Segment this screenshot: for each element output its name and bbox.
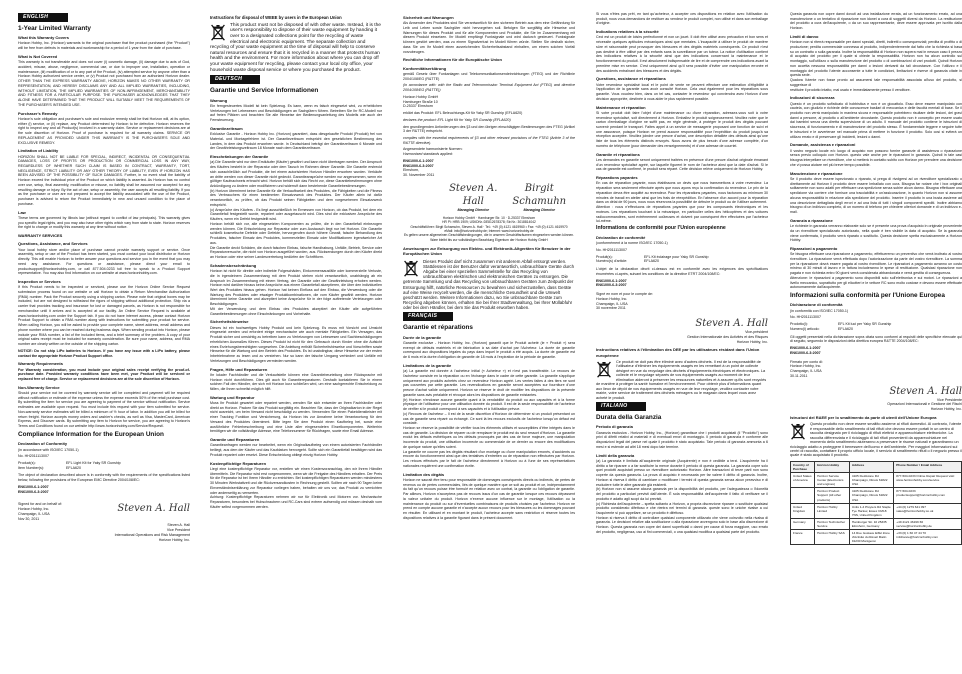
heading: Anweisungen zur Entsorgung von Elektro- und Elektronik-Altgeräten für Benutzer in der Europäischen Union xyxy=(403,246,571,257)
address-line: D-25337 Elmshorn xyxy=(403,104,433,109)
city: Champaign, IL USA xyxy=(790,369,822,374)
compliance-title: Compliance Information for the European Union xyxy=(18,430,164,438)
company: Horizon Hobby, Inc. xyxy=(18,507,50,512)
heading: Indications relatives à la sécurité xyxy=(596,29,659,35)
paragraph: (a) Die Garantie wird nur dem Erstkäufer (Käufer) gewährt und kann nicht übertragen werden. Der Anspruch des Käufers besteht in der Reparatur oder dem Tausch im Rahmen dieser Garantie. Die Garantie erstreckt sich ausschließlich auf Produkte, die bei einem autorisierten Horizon Händler erworben wurden. Verkäufe an dritte werden von dieser Garantie nicht gedeckt. Garantieansprüche werden nur angenommen, wenn ein gültiger Kaufnachweis erbracht wird. Horizon behält sich das Recht vor, diese Garantiebestimmungen ohne Ankündigung zu ändern oder modifizieren und widerruft dann bestehende Garantiebestimmungen. (b) Horizon übernimmt keine Garantie für die Verkaufbarkeit des Produktes, die Fähigkeiten und die Fitness des Verbrauchers für einen bestimmten Einsatzzweck des Produktes. Der Käufer allein ist dafür verantwortlich, zu prüfen, ob das Produkt seinen Fähigkeiten und dem vorgesehenen Einsatzzweck entspricht. (c) Ansprüche des Käufers - Es liegt ausschließlich im Ermessen von Horizon, ob das Produkt, bei dem ein Garantiefall festgestellt wurde, repariert oder ausgetauscht wird. Dies sind die exklusiven Ansprüche des Käufers, wenn ein Defekt festgestellt wird. Horizon behält sich vor, alle eingesetzten Komponenten zu prüfen, die in den Garantiefall einbezogen werden können. Die Entscheidung zur Reparatur oder zum Austausch liegt nur bei Horizon. Die Garantie schließt kosmetische Defekte oder Defekte, hervorgerufen durch höhere Gewalt, falsche Behandlung des Produktes, falscher Einsatz des Produktes, kommerziellen Einsatz oder Modifikationen irgendwelcher Art aus. Die Garantie deckt Schäden, die durch falschen Einbau, falsche Handhabung, Unfälle, Betrieb, Service oder Reparaturversuche, die nicht von Horizon ausgeführt wurden, aus. Rücksendungen durch den Käufer direkt an Horizon oder eine seiner Landesvertretung bedürfen der Schriftform. xyxy=(210,160,383,260)
heading: Non-Warranty Service xyxy=(18,384,60,390)
footer-line: HR Pi: HRB 1909; UStIDNr.:DE812678378; Str.Nr.: 3018814042 xyxy=(442,220,536,225)
signed-for: Signé en nom et pour le compte de: xyxy=(596,292,653,297)
heading: Questions, Assistance, and Services xyxy=(18,241,88,247)
paragraph: Muss Ihr Produkt gewartet oder repariert werden, wenden Sie sich entweder an Ihren Fachhändler oder direkt an Horizon. Packen Sie das Produkt sorgfältig ein. Beachten Sie, dass der Originalkarton in der Regel nicht ausreicht, um beim Versand nicht beschädigt zu werden. Verwenden Sie einen Paketdienstleister mit einer Tracking Funktion und Versicherung, da Horizon bis zur Annahme keine Verantwortung für den Versand des Produktes übernimmt. Bitte legen Sie dem Produkt einen Kaufbeleg bei, sowie eine ausführliche Fehlerbeschreibung und eine Liste aller eingesendeten Einzelkomponenten. Weiterhin benötigen wir die vollständige Adresse, eine Telefonnummer für Rückfragen, sowie eine Email Adresse. xyxy=(210,400,382,434)
paragraph: L'objet de la déclaration décrit ci-dessus est en conformité avec les exigences des spécifications énumérées ci-après, suivant les conditions de la directive ETRT 2004/108/EC: xyxy=(596,267,768,276)
heading: Limitation des dégâts xyxy=(403,471,445,477)
weee-text: Questo prodotto non deve essere smaltito assieme ai rifiuti domestici. Al contrario, l'utente è responsabile dello smaltimento di tali rifiuti che devono essere portati in un centro di raccolta designato per il riciclaggio di rifiuti elettrici e apparecchiature elettroniche. La raccolta differenziata e il riciclaggio di tali rifiuti provenienti da apparecchiature nel momento dello smaltimento aiuteranno a preservare le risorse naturali e garantiranno un riciclaggio adatto a proteggere il benessere dell'uomo e dell'ambiente. Per maggiori informazioni sui centri di raccolta, contattare il proprio ufficio locale, il servizio di smaltimento rifiuti o il negozio presso il quale è stato acquistato il prodotto. xyxy=(790,422,962,458)
heading: Sicherheitshinweise xyxy=(210,319,249,325)
column-francais-italiano xyxy=(596,12,768,664)
table-cell xyxy=(791,488,815,503)
date: Nov 30, 2011 xyxy=(18,516,40,521)
paragraph: (a) La garanzia è limitata all'acquirente originale (Acquirente) e non è cedibile a terzi. L'acquirente ha il diritto a far riparare o a far sostituire la merce durante il periodo di questa garanzia. La garanzia copre solo quei prodotti acquistati presso un rivenditore autorizzato Horizon. Altre transazioni di terze parti non sono coperte da questa garanzia. La prova di acquisto è necessaria per far valere il diritto di garanzia. Inoltre, Horizon si riserva il diritto di cambiare o modificare i termini di questa garanzia senza alcun preavviso e di escludere tutte le altre garanzie già esistenti. (b) Horizon non si assume alcuna garanzia per la disponibilità del prodotto, per l'adeguatezza o l'idoneità del prodotto a particolari previsti dall'utente. È sola responsabilità dell'acquirente il fatto di verificare se il prodotto è adatto agli scopi da lui previsti. (c) Richiesta dell'acquirente – spetta soltanto a Horizon, a propria discrezione riparare o sostituire qualsiasi prodotto considerato difettoso e che rientra nei termini di garanzia. queste sono le uniche rivalse a cui l'acquirente si può appellare, se un prodotto è difettoso. Horizon si riserva il diritto di controllare qualsiasi componente utilizzato che viene coinvolto nella rivalsa di garanzia. Le decisioni relative alla sostituzione o alla riparazione avvengono solo in base alla discrezione di Horizon. Questa garanzia non copre dei danni superficiali o danni per cause di forza maggiore, uso errato del prodotto, negligenza, uso ai fini commerciali, o una qualsiasi modifica a qualsiasi parte del prodotto. xyxy=(596,458,768,534)
section-title: Garantie et réparations xyxy=(403,324,473,332)
table-header: Address xyxy=(849,461,893,472)
paragraph: den grundlegenden Anforderungen des §3 und den übrigen einschlägigen Bestimmungen des FTEG (Artikel 3 der R&TTE) entspricht. xyxy=(403,124,575,134)
table-cell: United Kingdom xyxy=(791,503,815,518)
city: Champaign, IL USA xyxy=(596,301,628,306)
heading: Schadensbeschränkung xyxy=(210,262,257,268)
table-row xyxy=(791,503,962,518)
declaration-number: No. HH2011113007 xyxy=(18,454,49,459)
label: Product(s): xyxy=(18,460,36,465)
standard: EN61000-6-3:2007 xyxy=(790,350,821,355)
lang-band-deutsch: DEUTSCH xyxy=(210,75,260,84)
heading: Periodo di garanzia xyxy=(596,424,633,430)
company: Horizon Hobby, Inc. xyxy=(596,296,628,301)
table-cell: 877-504-0233 Online Repair Request visit: www.horizonhobby.com/service xyxy=(894,473,962,488)
paragraph: Garantieanfragen werden nur bearbeitet, wenn ein Originalkaufbeleg von einem autorisierten Fachhändler beiliegt, aus dem der Käufer und das Kaufdatum hervorgeht. Sollte sich ein Garantiefall bestätigen wird das Produkt repariert oder ersetzt. Diese Entscheidung obliegt einzig Horizon Hobby. xyxy=(210,443,382,457)
signed-for: Signed for and on behalf of: xyxy=(18,502,63,507)
signer-title: Gestion Internationale des Activités et des Risques xyxy=(687,335,768,339)
paragraph: The object of declaration described above is in conformity with the requirements of the specifications listed below, following the provisions of the European EMC Directive 2004/108/EC: xyxy=(18,473,190,483)
paragraph: Ihr lokaler Fachhändler und die Verkaufstelle können eine Garantiebeurteilung ohne Rücksprache mit Horizon nicht durchführen. Dies gilt auch für Garantiereparaturen. Deshalb kontaktieren Sie in einem solchen Fall den Händler, der sich mit Horizon kurz schließen wird, um eine sachgerechte Entscheidung zu fällen, die Ihnen schnellst möglich hilft. xyxy=(210,372,382,391)
table-row xyxy=(791,473,962,488)
declaration-number: No. HH2011113007 xyxy=(596,248,627,252)
table-cell: +49 4121 46199 66 service@horizonhobby.de xyxy=(894,518,962,529)
paragraph: Si vous n'êtes pas prêt, en tant qu'acheteur, à accepter ces dispositions en relation avec l'utilisation du produit, nous vous demandons de restituer au vendeur le produit complet, non utilisé et dans son emballage d'origine. xyxy=(596,12,768,26)
paragraph: Horizon ist nicht für direkte oder indirekte Folgeschäden, Einkommensausfälle oder kommerzielle Verluste, die in irgendeinem Zusammenhang mit dem Produkt stehen nicht verantwortlich, unabhängig ab ein Anspruch im Zusammenhang mit einem Vertrag, der Garantie oder der Gewährleistung erhoben werden. Horizon wird darüber hinaus keine Ansprüche aus einem Garantiefall akzeptieren, die über den individuellen Wert des Produktes hinaus gehen. Horizon hat keinen Einfluss auf den Einbau, die Verwendung oder die Wartung des Produktes oder etwaiger Produktkombinationen, die vom Käufer gewählt werden. Horizon übernimmt keine Garantie und akzeptiert keine Ansprüche für in der folge auftretende Verletzungen oder Beschädigungen. Mit der Verwendung und dem Einbau des Produktes akzeptiert der Käufer alle aufgeführten Garantiebestimmungen ohne Einschränkungen und Vorbehalte. xyxy=(210,269,382,316)
column-italiano xyxy=(790,12,962,664)
heading: Déclaration de conformité xyxy=(596,235,646,240)
signer-title: International Operations and Risk Management xyxy=(114,532,190,537)
paragraph: Questa garanzia non copre danni dovuti ad una installazione errata, ad un funzionamento errato, ad una manutenzione o un tentativo di riparazione non idonei a cura di soggetti diversi da Horizon. La restituzione del prodotto a cura dell'acquirente, o da un suo rappresentante, deve essere approvata per iscritto dalla Horizon. xyxy=(790,12,962,31)
heading: Réparations payantes xyxy=(596,175,638,181)
standard: EN61000-6-3:2007 xyxy=(403,163,434,168)
heading: Instructions for disposal of WEEE by users in the European Union xyxy=(210,15,342,20)
heading: Declaration of Conformity xyxy=(18,441,68,447)
table-cell: Horizon Hobby SAS xyxy=(815,529,850,544)
column-deutsch-francais xyxy=(403,12,575,664)
signature: Steven A. Hall xyxy=(117,503,190,515)
heading: Limitations de la garantie xyxy=(403,362,452,368)
paragraph: Se il prodotto deve essere ispezionato o riparato, si prega di rivolgersi ad un rivenditore specializzato o direttamente ad Horizon il prodotto deve essere Imballato con cura. Bisogna far notare che i box originali solitamente non sono adatti per effettuare una spedizione senza subire alcun danno. Bisogna effettuare una spedizione via corriere che fornisce una tracciabilità e un'assicurazione, in quanto Horizon non si assume alcuna responsabilità in relazione alla spedizione del prodotto. Inserire il prodotto in una busta assieme ad una descrizione dettagliata degli errori e ad una lista di tutti i singoli componenti spediti. Inoltre abbiamo bisogno di un indirizzo completo, di un numero di telefono per chiedere ulteriori domande e di un indirizzo e-mail. xyxy=(790,176,962,215)
signer-title: Vice Presidente xyxy=(936,397,962,402)
signer-title: Managing Director xyxy=(457,208,490,213)
paragraph: HORIZON SHALL NOT BE LIABLE FOR SPECIAL, INDIRECT, INCIDENTAL OR CONSEQUENTIAL DAMAGES, LOSS OF PROFITS OR PRODUCTION OR COMMERCIAL LOSS IN ANY WAY, REGARDLESS OF WHETHER SUCH CLAIM IS BASED IN CONTRACT, WARRANTY, TORT, NEGLIGENCE, STRICT LIABILITY OR ANY OTHER THEORY OF LIABILITY, EVEN IF HORIZON HAS BEEN ADVISED OF THE POSSIBILITY OF SUCH DAMAGES. Further, in no event shall the liability of Horizon exceed the individual price of the Product on which liability is asserted. As Horizon has no control over use, setup, final assembly, modification or misuse, no liability shall be assumed nor accepted for any resulting damage or injury. By the act of use, setup or assembly, the user accepts all resulting liability. If you as the purchaser or user are not prepared to accept the liability associated with the use of the Product, purchaser is advised to return the Product immediately in new and unused condition to the place of purchase. xyxy=(18,154,190,206)
table-cell: Germany xyxy=(791,518,815,529)
value: EFL Kit éclairage pour Yaky SR Gunship xyxy=(644,254,709,259)
heading: Domande, assistenza e riparazioni xyxy=(790,142,856,148)
crossed-bin-icon xyxy=(596,361,612,379)
signature: Steven A. Hall xyxy=(449,182,498,208)
label: Numero(i) articolo: xyxy=(790,326,820,331)
table-cell: Horizon Hobby Limited xyxy=(815,503,850,518)
value: EFL Kit luci per Yaky SR Gunship xyxy=(838,322,892,327)
lang-band-francais: FRANÇAIS xyxy=(403,312,453,321)
signer-title: Managing Director xyxy=(523,208,556,213)
paragraph: Horizon's sole obligation and purchaser's sole and exclusive remedy shall be that Horizon will, at its option, either (i) service, or (ii) replace, any Product determined by Horizon to be defective. Horizon reserves the right to inspect any and all Product(s) involved in a warranty claim. Service or replacement decisions are at the sole discretion of Horizon. Proof of purchase is required for all warranty claims. SERVICE OR REPLACEMENT AS PROVIDED UNDER THIS WARRANTY IS THE PURCHASER'S SOLE AND EXCLUSIVE REMEDY. xyxy=(18,116,190,145)
heading: Konformitätserklärung xyxy=(403,65,447,71)
paragraph: declares the product: EFL Light Kit for Yaky SR Gunship (EFLA620) xyxy=(403,117,511,122)
heading: Limitation of Liability xyxy=(18,148,59,154)
lang-band-english: ENGLISH xyxy=(18,13,68,22)
table-cell: Units 1-4 Ployters Rd Staple Tye Harlow, Essex CM18 7NS, United Kingdom xyxy=(849,503,893,518)
signer-title: Vice-président xyxy=(745,330,768,335)
heading: WARRANTY SERVICES xyxy=(18,233,63,239)
paragraph: Your local hobby store and/or place of purchase cannot provide warranty support or service. Once assembly, setup or use of the Product has been started, you must contact your local distributor or Horizon directly. This will enable Horizon to better answer your questions and service you in the event that you may need any assistance. For questions or assistance, please direct your email to productsupport@horizonhobby.com, or call 877.504.0233 toll free to speak to a Product Support representative. You may also find information on our website at www.horizonhobby.com. xyxy=(18,247,190,276)
paragraph: Horizon non si riterrà responsabile per danni speciali, diretti, indiretti o consequenziali; perdita di profitto o di produzione; perdita commerciale connessa al prodotto, indipendentemente dal fatto che la richiesta si basa su un contratto o sulla garanzia. Inoltre la responsabilità di Horizon non supera mai in nessun caso il prezzo di acquisto del prodotto per il quale si chiede la responsabilità. Horizon non ha alcun controllo sul montaggio, sull'utilizzo o sulla manutenzione del prodotto o di combinazioni di vari prodotti. Quindi Horizon non accetta nessuna responsabilità per danni o lesioni derivanti da tali circostanze. Con l'utilizzo e il montaggio del prodotto l'utente acconsente a tutte le condizioni, limitazioni e riserve di garanzia citate in questa sede. Qualora l'utente non fosse pronto ad assumersi tale responsabilità associata all'uso del prodotto, si suggerisce di restituire il prodotto intatto, mai usato e immediatamente presso il venditore. xyxy=(790,40,962,92)
standard: EN61000-6-1:2007 xyxy=(403,158,434,163)
heading: Law xyxy=(18,209,26,215)
table-cell: Horizon Technischer Service xyxy=(815,518,850,529)
paragraph: Votre revendeur spécialisé local et le point de vente ne peuvent effectuer une estimation d'éligibilité à l'application de la garantie sans avoir consulté Horizon. Cela vaut également pour les réparations sous garantie. Vous voudrez bien, dans un tel cas, contacter le revendeur qui conviendra avec Horizon d'une décision appropriée, destinée à vous aider le plus rapidement possible. xyxy=(596,82,768,101)
label: Numéro(s) d'article: xyxy=(596,259,628,264)
table-row xyxy=(791,488,962,503)
heading: Garanzia a riparazione xyxy=(790,217,833,223)
paragraph: Gli oggetti presentati nella dichiarazione sopra citata sono conformi ai requisiti delle specifiche elencate qui di seguito, seguendo le disposizioni della direttiva europea R&TTE 2004/108/EC: xyxy=(790,334,962,344)
heading: Riparazioni a pagamento xyxy=(790,245,838,251)
paragraph: Si votre produit doit faire l'objet d'une maintenance ou d'une réparation, adressez-vous soit à votre revendeur spécialisé, soit directement à Horizon. Emballez le produit soigneusement. Veuillez noter que le carton d'emballage d'origine ne suffit pas, en règle générale, à protéger le produit des dégâts pouvant survenir pendant le transport. Faites appel à un service de messagerie proposant une fonction de suivi et une assurance, puisque Horizon ne prend aucune responsabilité pour l'expédition du produit jusqu'à sa réception acceptée. Veuillez joindre une preuve d'achat, une description détaillée des défauts ainsi qu'une liste de tous les éléments distincts envoyés. Nous avons de plus besoin d'une adresse complète, d'un numéro de téléphone (pour demander des renseignements) et d'une adresse de courriel. xyxy=(596,110,768,148)
paragraph: For Warranty consideration, you must include your original sales receipt verifying the proof-of-purchase date. Provided warranty conditions have been met, your Product will be serviced or replaced free of charge. Service or replacement decisions are at the sole discretion of Horizon. xyxy=(18,367,190,381)
value: EFLA620 xyxy=(644,259,659,264)
paragraph: Should your service not be covered by warranty service will be completed and payment will be required without notification or estimate of the expense unless the expense exceeds 50% of the retail purchase cost. By submitting the item for service you are agreeing to payment of the service without notification. Service estimates are available upon request. You must include this request with your item submitted for service. Non-warranty service estimates will be billed a minimum of ½ hour of labor. In addition you will be billed for return freight. Horizon accepts money orders and cashier's checks, as well as Visa, MasterCard, American Express, and Discover cards. By submitting any item to Horizon for service, you are agreeing to Horizon's Terms and Conditions found on our website http://www.horizonhobby.com/Service/Request/. xyxy=(18,391,190,429)
table-row xyxy=(791,529,962,544)
footer-line: Horizon Hobby GmbH · Hamburger Str. 10 · D-25337 Elmshorn xyxy=(442,216,536,220)
paragraph: Exklusive Garantie - Horizon Hobby Inc. (Horizon) garantiert, dass diesgekaufte Produkt (Produkt) frei von Material- und Montagefehlern ist. Der Garantiezeitraum entspricht den gesetzlichen Bestimmung des Landes, in dem das Produkt erworben wurde. In Deutschland beträgt der Garantiezeitraum 6 Monate und der Gewährleistungszeitraum 18 Monate nach dem Garantiezeitraum. xyxy=(210,132,382,151)
signer-company: Horizon Hobby, Inc. xyxy=(158,537,190,542)
heading: Dichiarazione di conformità xyxy=(790,302,843,308)
table-cell: Horizon Product Support (All other products) xyxy=(815,488,850,503)
date: 30 novembre 2011 xyxy=(596,306,626,311)
paragraph: Les demandes en garantie seront uniquement traitées en présence d'une preuve d'achat originale émanant d'un revendeur spécialisé agréé, sur laquelle figurent le nom de l'acheteur ainsi que la date d'achat. Si le cas de garantie est confirmé, le produit sera réparé. Cette décision relève uniquement de Horizon Hobby. xyxy=(596,157,768,172)
table-header: Horizon Hobby xyxy=(815,461,850,472)
label: Prodotto(i): xyxy=(790,322,808,327)
column-english xyxy=(18,12,190,664)
lang-band-italiano: ITALIANO xyxy=(596,402,646,411)
standard: EN61000-6-1:2007 xyxy=(596,278,627,283)
heading: Garantiezeitraum xyxy=(210,125,243,131)
table-cell: +44 (0) 1279 641 097 sales@horizonhobby.co.uk xyxy=(894,503,962,518)
value: EFLA620 xyxy=(66,465,81,470)
crossed-bin-icon xyxy=(403,260,419,278)
table-cell: +33 (0) 1 60 47 44 70 infofrance@horizonhobby.com xyxy=(894,529,962,544)
table-cell: 4105 Fieldstone Rd Champaign, Illinois 61822 USA xyxy=(849,473,893,488)
footer-line: eMail: info@horizonhobby.de; Internet: www.horizonhobby.de xyxy=(444,229,534,234)
weee-text: Ce produit ne doit pas être éliminé avec d'autres déchets. Il est de la responsabilité de l'utilisateur d'éliminer les équipements usagés en les remettant à un point de collecte désigné en vue du recyclage des déchets d'équipements électriques et électroniques. La collecte et le recyclage séparés de vos équipements usagés au moment de leur élimination aideront à préserver les ressources naturelles et à assurer qu'ils sont recyclés de manière à protéger la santé humaine et l'environnement. Pour obtenir plus d'informations quant aux lieux de dépôt de vos équipements usagés en vue de leur recyclage, veuillez contacter votre mairie, votre service de traitement des déchets ménagers ou le magasin dans lequel vous avez acheté le produit. xyxy=(596,360,767,400)
paragraph: This warranty is not transferable and does not cover (i) cosmetic damage, (ii) damage due to acts of God, accident, misuse, abuse, negligence, commercial use, or due to improper use, installation, operation or maintenance, (iii) modification of or to any part of the Product, (iv) attempted service by anyone other than a Horizon Hobby authorized service center, or (v) Product not purchased from an authorized Horizon dealer. OTHER THAN THE EXPRESS WARRANTY ABOVE, HORIZON MAKES NO OTHER WARRANTY OR REPRESENTATION, AND HEREBY DISCLAIMS ANY AND ALL IMPLIED WARRANTIES, INCLUDING, WITHOUT LIMITATION, THE IMPLIED WARRANTIES OF NON-INFRINGEMENT, MERCHANTABILITY AND FITNESS FOR A PARTICULAR PURPOSE. THE PURCHASER ACKNOWLEDGES THAT THEY ALONE HAVE DETERMINED THAT THE PRODUCT WILL SUITABLY MEET THE REQUIREMENTS OF THE PURCHASER'S INTENDED USE. xyxy=(18,60,190,107)
heading: Kostenpflichtige Reparaturen xyxy=(210,460,267,466)
table-header: Phone Number / Email Address xyxy=(894,461,962,472)
heading: Indicazioni di sicurezza xyxy=(790,95,835,101)
heading: Maintenance et réparation xyxy=(596,104,646,110)
crossed-bin-icon xyxy=(790,423,806,441)
heading: Manutenzione e riparazione xyxy=(790,170,843,176)
date: 30. November 2011 xyxy=(403,173,435,178)
company: Horizon Hobby, Inc. xyxy=(790,364,822,369)
heading: Limiti della garanzia xyxy=(596,452,635,458)
paragraph: (in accordance with: with the Radio and Telecommission Terminal Equipment Act (FTEG) and directive 2004/108/EG (R&TTE)) xyxy=(403,83,575,93)
notice: NOTICE: Do not ship LiPo batteries to Horizon. If you have any issue with a LiPo battery, please contact the appropriate Horizon Product Support office. xyxy=(18,348,190,358)
heading: Wartung und Reparatur xyxy=(210,394,255,400)
subtitle: (in conformità con ISO/IEC 17050-1) xyxy=(790,308,849,313)
date: 30.11.2011 xyxy=(790,373,808,378)
standard: EN61000-6-3:2007 xyxy=(18,489,49,494)
paragraph: Horizon ne saurait être tenu pour responsable de dommages conséquents directs ou indirects, de pertes de revenus ou de pertes commerciales, liés de quelque manière que ce soit au produit et ce, indépendamment du fait qu'un recours puisse être formulé en relation avec un contrat, la garantie ou l'obligation de garantie. Par ailleurs, Horizon n'acceptera pas de recours issus d'un cas de garantie lorsque ces recours dépassent la valeur unitaire du produit. Horizon n'exerce aucune influence sur le montage, l'utilisation ou la maintenance du produit ou sur d'éventuelles combinaisons de produits choisies par l'acheteur. Horizon ne prend en compte aucune garantie et n'accepte aucun recours pour les blessures ou les dommages pouvant en résulter. En utilisant et en montant le produit, l'acheteur accepte sans restriction ni réserve toutes les dispositions relatives à la garantie figurant dans le présent document. xyxy=(403,477,575,520)
heading: Fragen, Hilfe und Reparaturen xyxy=(210,366,268,372)
paragraph: Dieses ist ein hochwertiges Hobby Produkt und kein Spielzeug. Es muss mit Vorsicht und Umsicht eingesetzt werden und erfordert einige mechanische wie auch mentale Fähigkeiten. Ein Versagen, das Produkt sicher und umsichtig zu betreiben kann zu Verletzungen von Lebewesen und Sachbeschädigungen erheblichen Ausmaßes führen. Dieses Produkt ist nicht für den Gebrauch durch Kinder ohne die Aufsicht eines Erziehungsberechtigten vorgesehen. Die Anleitung enthält Sicherheitshinweise und Vorschriften sowie Hinweise für die Wartung und den Betrieb des Produktes. Es ist unabdingbar, diese Hinweise vor der ersten Inbetriebnahme zu lesen und zu verstehen. Nur so kann der falsche Umgang verhindert und Unfälle mit Verletzungen und Beschädigungen vermieden werden. xyxy=(210,325,383,363)
paragraph: Als Anwender des Produktes sind Sie verantwortlich für den sicheren Betrieb aus dem eine Gefährdung für Leib und Leben sowie Sachgüter nicht hervorgehen soll. Befolgen Sie sorgfältig alle Hinweise und Warnungen für dieses Produkt und für alle Komponenten und Produkte, die Sie im Zusammenhang mit diesem Produkt einsetzen. Ihr Modell empfängt Funksignale und wird dadurch gesteuert. Funksignale können gestört werden, was zu einem Signalverlust im Modell führen würde. Stellen Sie deshalb sicher, dass Sie um Ihr Modell einen ausreichenden Sicherheitsabstand einhalten, um einem solchen Vorfall vorzubeugen. xyxy=(403,21,575,54)
label: Angewendete harmonisierte Normen: xyxy=(403,147,463,152)
section-title: Garantie und Service Informationen xyxy=(210,87,319,95)
heading: Purchaser's Remedy xyxy=(18,110,58,116)
paragraph: gemäß Gesetz über Funkanlagen und Telekommunikationsendeinrichtungen (FTEG) und der Richtlinie 2004/108/EG (R&TTE) xyxy=(403,71,575,81)
signed-for: Firmato per conto di: xyxy=(790,359,823,364)
paragraph: En cas de réparation payante, nous établissons un devis que nous transmettons à votre revendeur. La réparation sera seulement effectuée après que nous ayons reçu la confirmation du revendeur. Le prix de la réparation devra être acquitté au revendeur. Pour les réparations payantes, nous facturons au minimum 30 minutes de travail en atelier ainsi que les frais de réexpédition. En l'absence d'un accord pour la réparation dans un délai de 90 jours, nous nous réservons la possibilité de détruire le produit ou de l'utiliser autrement. Attention : nous n'effectuons de réparations payantes que pour les composants électroniques et les moteurs. Les réparations touchant à la mécanique, en particulier celles des hélicoptères et des voitures radiocommandées, sont extrêmement coûteuses et doivent par conséquent être effectuées par l'acheteur lui-même. xyxy=(596,181,768,224)
paragraph: Ein ferngesteuertes Modell ist kein Spielzeug. Es kann, wenn es falsch eingesetzt wird, zu erheblichen Verletzungen bei Lebewesen und Beschädigungen an Sachgütern führen. Betreiben Sie Ihr RC-Modell nur auf freien Plätzen und beachten Sie alle Hinweise der Bedienungsanleitung des Modells wie auch der Fernsteuerung. xyxy=(210,103,382,123)
address-line: Horizon Hobby GmbH xyxy=(403,94,439,99)
label: Produit(s): xyxy=(596,254,613,259)
heading: Instructions relatives à l'élimination des DEE par les utilisateurs résidant dans l'Union européenne xyxy=(596,347,760,358)
table-header: Country of Purchase xyxy=(791,461,815,472)
service-center-table xyxy=(790,461,962,545)
heading: Sicherheit und Warnungen xyxy=(403,15,454,20)
signer-company: Horizon Hobby, Inc. xyxy=(930,407,962,412)
label: Harmonised standards applied: xyxy=(403,152,453,157)
heading: What is Not Covered xyxy=(18,53,58,59)
standard: EN61000-6-1:2007 xyxy=(790,346,821,351)
heading: What this Warranty Covers xyxy=(18,35,69,41)
signer-name: Steven A. Hall xyxy=(167,523,190,528)
footer-line: Es gelten unsere allgemeinen Geschäftsbedingungen, die in unseren Geschäftsräumen eingesehen werden können. xyxy=(403,233,575,238)
table-cell: 4105 Fieldstone Rd Champaign, Illinois 61822 USA xyxy=(849,488,893,503)
paragraph: Liegt eine kostenpflichtige Reparatur vor, erstellen wir einen Kostenvoranschlag, den wir Ihrem Händler übermitteln. Die Reparatur wird erst vorgenommen, wenn wir die Freigabe des Händlers erhalten. Der Preis für die Reparatur ist bei Ihrem Händler zu entrichten. Bei kostenpflichtigen Reparaturen werden mindestens 30 Minuten Werkstattzeit und die Rückversandkosten in Rechnung gestellt. Sollten wir nach 90 Tagen keine Einverständniserklärung zur Reparatur vorliegen haben, behalten wir uns vor, das Produkt zu vernichten oder anderweitig zu verwerten. Achtung: Kostenpflichtige Reparaturen nehmen wir nur für Elektronik und Motoren vor. Mechanische Reparaturen, besonders bei Hubschraubern und RC-Cars sind extrem aufwendig und müssen deshalb vom Käufer selbst vorgenommen werden. xyxy=(210,466,382,509)
paragraph: (a) La garantie est donnée à l'acheteur initial (« Acheteur ») et n'est pas transférable. Le recours de l'acheteur consiste en la réparation ou en l'échange dans le cadre de cette garantie. La garantie s'applique uniquement aux produits achetés chez un revendeur Horizon agréé. Les ventes faites à des tiers ne sont pas couvertes par cette garantie. Les revendications en garantie seront acceptées sur fourniture d'une preuve d'achat valide uniquement. Horizon se réserve le droit de modifier les dispositions de la présente garantie sans avis préalable et révoque alors les dispositions de garantie existantes. (b) Horizon n'endosse aucune garantie quant à la vendabilité du produit ou aux capacités et à la forme physique de l'utilisateur pour une utilisation donnée du produit. Il est de la seule responsabilité de l'acheteur de vérifier si le produit correspond à ses capacités et à l'utilisation prévue. (c) Recours de l'acheteur – Il est de la seule discrétion d'Horizon de déterminer si un produit présentant un cas de garantie sera réparé ou échangé. Ce sont là les recours exclusifs de l'acheteur lorsqu'un défaut est constaté. Horizon se réserve la possibilité de vérifier tous les éléments utilisés et susceptibles d'être intégrés dans le cas de garantie. La décision de réparer ou de remplacer le produit est du seul ressort d'Horizon. La garantie exclut les défauts esthétiques ou les défauts provoqués par des cas de force majeure, une manipulation incorrecte du produit, une utilisation incorrecte ou commerciale de ce dernier ou encore des modifications de quelque nature qu'elles soient. La garantie ne couvre pas les dégâts résultant d'un montage ou d'une manipulation erronés, d'accidents ou encore du fonctionnement ainsi que des tentatives d'entretien ou de réparation non effectuées par Horizon. Les retours effectués par le fait de l'acheteur directement à Horizon ou à l'une de ses représentations nationales requièrent une confirmation écrite. xyxy=(403,369,575,468)
table-cell: Horizon Service Center (Electronics and engines) xyxy=(815,473,850,488)
warranty-title: 1-Year Limited Warranty xyxy=(18,24,91,32)
heading: Istruzioni del RAEE per lo smaltimento da parte di utenti dell'Unione Europea xyxy=(790,414,937,420)
heading: Inspection or Services xyxy=(18,278,61,284)
label: Item Number(s): xyxy=(18,465,44,470)
heading: Warnung xyxy=(210,97,228,103)
heading: Garantie et réparations xyxy=(596,151,640,157)
place: Elmshorn, xyxy=(403,168,420,173)
heading: Einschränkungen der Garantie xyxy=(210,154,269,160)
paragraph: Se bisogna effettuare una riparazione a pagamento, effettueremo un preventivo che verrà inoltrato al vostro rivenditore. La riparazione verrà effettuata dopo l'autorizzazione da parte del vostro rivenditore. La somma per la riparazione dovrà essere pagata al vostro rivenditore. Le riparazioni a pagamento avranno un costo minimo di 30 minuti di lavoro e in fattura includeranno le spese di restituzione. Qualsiasi riparazione non pagata e non richiesta entro 90 giorni verrà considerata abbandonata e verrà gestita di conseguenza. Attenzione: le riparazioni a pagamento sono disponibili solo sull'elettronica e sui motori. Le riparazioni a livello meccanico, soprattutto per gli elicotteri e le vetture RC sono molto costose e devono essere effettuate autonomamente dall'acquirente. xyxy=(790,252,962,290)
city: Champaign, IL USA xyxy=(18,511,50,516)
paragraph: complies with the essential requirements of §3 and other relevant provisions of the FTEG (Article 3 of the R&TTE directive). xyxy=(403,136,575,145)
signature: Steven A. Hall xyxy=(695,318,768,330)
signature: Steven A. Hall xyxy=(889,385,962,397)
table-cell: 877-504-0233 productsupport@horizonhobby.com xyxy=(894,488,962,503)
declaration-number: No. HH2011113007 xyxy=(790,315,821,320)
subtitle: (conformément à la norme ISO/IEC 17050-1) xyxy=(596,241,668,246)
paragraph: Ceci est un produit de loisirs perfectionné et non un jouet. Il doit être utilisé avec précaution et bon sens et nécessite quelques aptitudes mécaniques ainsi que mentales. L'incapacité à utiliser le produit de manière sûre et raisonnable peut provoquer des blessures et des dégâts matériels conséquents. Ce produit n'est pas destiné à être utilisé par des enfants sans la surveillance par un tuteur. La notice d'utilisation contient des indications relatives à la sécurité ainsi que des indications concernant la maintenance et le fonctionnement du produit. Il est absolument indispensable de lire et de comprendre ces indications avant la première mise en service. C'est uniquement ainsi qu'il sera possible d'éviter une manipulation erronée et des accidents entraînant des blessures et des dégâts. xyxy=(596,35,768,73)
weee-text: This product must not be disposed of with other waste. Instead, it is the user's responsibility to dispose of their waste equipment by handing it over to a designated collections point for the recycling of waste electrical and electronic equipment. The separate collection and recycling of your waste equipment at the time of disposal will help to conserve natural resources and ensure that it is recycled in a manner that protects human health and the environment. For more information about where you can drop off your waste equipment for recycling, please contact your local city office, your household waste disposal service or where you purchased the product. xyxy=(210,22,381,73)
heading: Rechtliche Informationen für die Europäische Union xyxy=(403,57,502,63)
heading: Questions, assistance et réparations xyxy=(596,76,666,82)
table-cell: France xyxy=(791,529,815,544)
standard: EN61000-6-3:2007 xyxy=(596,283,627,288)
heading: Warranty Requirements xyxy=(18,361,63,367)
paragraph: Garanzia esclusiva - Horizon Hobby, Inc., (Horizon) garantisce che i prodotti acquistati (il "Prodotto") sono privi di difetti relativi ai materiali e di eventuali errori di montaggio. Il periodo di garanzia è conforme alle disposizioni legali del paese nel quale il prodotto è stato acquistato. Tale periodo di garanzia ammonta a 6 mesi e si estende ad altri 18 mesi dopo tale termine. xyxy=(596,430,768,449)
table-cell: 14 Rue Gustave Eiffel Zone d'Activité du Réveil Matin 91230 Montgeron xyxy=(849,529,893,544)
heading: Durée de la garantie xyxy=(403,334,442,340)
column-deutsch xyxy=(210,12,382,664)
value: EFL Light Kit for Yaky SR Gunship xyxy=(66,460,121,465)
table-cell: Hamburger Str. 10 25335 Elmshorn, Germany xyxy=(849,518,893,529)
table-row xyxy=(791,518,962,529)
signer-title: Vice President xyxy=(166,528,190,533)
paragraph: Il vostro negozio locale e/o luogo di acquisto non possono fornire garanzie di assistenza o riparazione senza previo colloquio con Horizon. questo vale anche per le riparazioni in garanzia. Quindi in tale casi bisogna interpellare un rivenditore, che si metterà in contatto subito con Horizon per prendere una decisione che vi possa aiutare nel più breve tempo possibile. xyxy=(790,148,962,167)
signer-company: Horizon Hobby, Inc. xyxy=(736,339,768,344)
weee-text: Dieses Produkt darf nicht zusammen mit anderem Abfall entsorgt werden. Stattdessen ist der Benutzer dafür verantwortlich, unbrauchbare Geräte durch Abgabe bei einer speziellen Sammelstelle für das Recycling von unbrauchbaren elektrischen und elektronischen Geräten zu entsorgen. Die getrennte Sammlung und das Recycling von unbrauchbaren Geräten zum Zeitpunkt der Entsorgung hilft, natürliche Ressourcen zu bewahren und sicherzustellen, dass Geräte auf eine Weise recycelt werden, die die menschliche Gesundheit und die Umwelt geschützt werden. Weitere Informationen dazu, wo Sie unbrauchbare Geräte zum Recycling abgeben können, erhalten Sie bei Ihrer Stadtverwaltung, bei Ihrer Müllabfuhr oder bei dem Händler, bei dem Sie das Produkt erworben haben. xyxy=(403,258,575,311)
paragraph: These terms are governed by Illinois law (without regard to conflict of law principals). This warranty gives you specific legal rights, and you may also have other rights which vary from state to state. Horizon reserves the right to change or modify this warranty at any time without notice. xyxy=(18,215,190,230)
footer-line: Ware bleibt bis zur vollständigen Bezahlung Eigentum der Horizon Hobby GmbH xyxy=(430,237,548,242)
value: EFLA620 xyxy=(838,326,853,331)
section-title: Informazioni sulla conformità per l'Unione Europea xyxy=(790,292,945,300)
paragraph: erklärt das Produkt: EFL Beleuchtungs-Kit für Yaky SR Gunship (EFLA620) xyxy=(403,111,523,116)
footer-line: Geschäftsführer: Birgit Schamuhn, Steven A. Hall · Tel.: +49 (0) 4121 4619960 • Fax: +49 (0) 4121 4619970 xyxy=(410,224,568,229)
paragraph: Garantie exclusive - Horizon Hobby, Inc. (Horizon) garantit que le Produit acheté (le « Produit ») sera exempt de défauts matériels et de fabrication à sa date d'achat par l'Acheteur. La durée de garantie correspond aux dispositions légales du pays dans lequel le produit a été acquis. La durée de garantie est de 6 mois et la durée d'obligation de garantie de 18 mois à l'expiration de la période de garantie. xyxy=(403,340,575,360)
address-line: Hamburger Straße 10 xyxy=(403,99,438,104)
section-title: Durata della Garanzia xyxy=(596,414,662,422)
paragraph: Le richieste in garanzia verranno elaborate solo se è presente una prova d'acquisto in originale proveniente da un rivenditore specializzato autorizzato, nella quale è ben visibile la data di acquisto. Se la garanzia viene confermata, il prodotto verrà riparato o sostituito. Questa decisione spetta esclusivamente a Horizon Hobby. xyxy=(790,224,962,243)
standard: EN61000-6-1:2007 xyxy=(18,484,49,489)
heading: Limiti di danno xyxy=(790,33,819,39)
subtitle: (in accordance with ISO/IEC 17050-1) xyxy=(18,447,79,452)
paragraph: Horizon Hobby, Inc. (Horizon) warrants to the original purchaser that the product purchased (the "Product") will be free from defects in materials and workmanship for a period of 1 year from the date of purchase. xyxy=(18,41,190,51)
paragraph: Questo è un prodotto sofisticato di hobbistica e non è un giocattolo. Esso deve essere manipolato con cautela, con giudizio e richiede delle conoscenze basilari di meccanica e delle facoltà mentali di base. Se il prodotto non verrà manipolato in maniera sicura e responsabile potrebbero risultare delle lesioni, dei gravi danni a persone, al prodotto o all'ambiente circostante. Questo prodotto non è concepito per essere usato dai bambini senza una diretta supervisione di un adulto. Il manuale del prodotto contiene le istruzioni di sicurezza, di funzionamento e di manutenzione del prodotto stesso. È fondamentale leggere e seguire tutte le istruzioni e le avvertenze nel manuale prima di mettere in funzione il prodotto. Solo così si eviterà un utilizzo errato e di preservare gli incidenti, lesioni o danni. xyxy=(790,101,962,139)
paragraph: If this Product needs to be inspected or serviced, please use the Horizon Online Service Request submission process found on our website or call Horizon to obtain a Return Merchandise Authorization (RMA) number. Pack the Product securely using a shipping carton. Please note that original boxes may be included, but are not designed to withstand the rigors of shipping without additional protection. Ship via a carrier that provides tracking and insurance for lost or damaged parcels, as Horizon is not responsible for merchandise until it arrives and is accepted at our facility. An Online Service Request is available at www.horizonhobby.com under the Support tab. If you do not have internet access, please contact Horizon Product Support to obtain a RMA number along with instructions for submitting your product for service. When calling Horizon, you will be asked to provide your complete name, street address, email address and phone number where you can be reached during business days. When sending product into Horizon, please include your RMA number, a list of the included items, and a brief summary of the problem. A copy of your original sales receipt must be included for warranty consideration. Be sure your name, address, and RMA number are clearly written on the outside of the shipping carton. xyxy=(18,285,191,347)
table-cell: United States of America xyxy=(791,473,815,488)
heading: Garantie und Reparaturen xyxy=(210,437,260,443)
crossed-bin-icon xyxy=(210,24,226,42)
signature: Birgit Schamuhn xyxy=(512,182,567,208)
section-title: Informations de conformité pour l'Union européenne xyxy=(596,225,726,232)
signer-title: Operazioni Internazionali e Gestione dei Rischi xyxy=(887,402,962,407)
